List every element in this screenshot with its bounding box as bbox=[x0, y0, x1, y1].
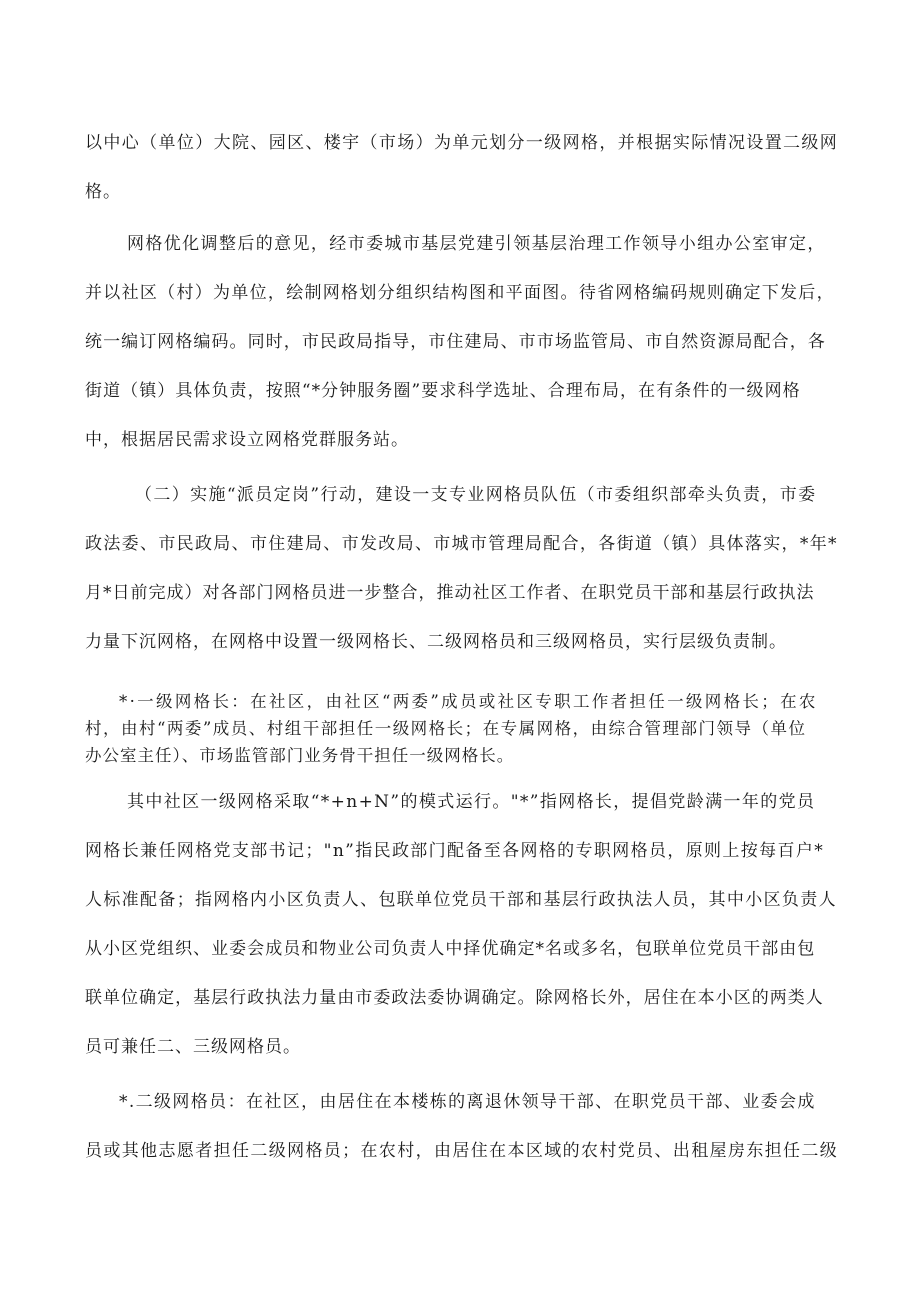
text-line: 人标准配备；指网格内小区负责人、包联单位党员干部和基层行政执法人员，其中小区负责人 bbox=[85, 890, 837, 910]
text-line: *.二级网格员：在社区，由居住在本楼栋的离退休领导干部、在职党员干部、业委会成 bbox=[119, 1092, 816, 1112]
paragraph-grid-optimization bbox=[85, 220, 835, 465]
text-line: 格。 bbox=[85, 182, 121, 202]
text-line: 其中社区一级网格采取“*+n+N”的模式运行。"*”指网格长，提倡党龄满一年的党员 bbox=[127, 792, 816, 812]
text-line: 月*日前完成）对各部门网格员进一步整合，推动社区工作者、在职党员干部和基层行政执法 bbox=[85, 583, 815, 603]
text-line: 办公室主任）、市场监管部门业务骨干担任一级网格长。 bbox=[85, 746, 515, 765]
text-line: 街道（镇）具体负责，按照“*分钟服务圈”要求科学选址、合理布局，在有条件的一级网格 bbox=[85, 381, 801, 401]
text-line: （二）实施“派员定岗”行动，建设一支专业网格员队伍（市委组织部牵头负责，市委 bbox=[135, 485, 817, 505]
text-line: 政法委、市民政局、市住建局、市发改局、市城市管理局配合，各街道（镇）具体落实，*年* bbox=[85, 534, 838, 554]
text-line: 并以社区（村）为单位，绘制网格划分组织结构图和平面图。待省网格编码规则确定下发后， bbox=[85, 283, 835, 303]
text-line: 网格长兼任网格党支部书记；"n”指民政部门配备至各网格的专职网格员，原则上按每百户* bbox=[85, 841, 825, 861]
text-line: 力量下沉网格，在网格中设置一级网格长、二级网格员和三级网格员，实行层级负责制。 bbox=[85, 632, 787, 652]
paragraph-grid-units bbox=[85, 119, 838, 217]
paragraph-section-two bbox=[85, 471, 838, 667]
text-line: 员可兼任二、三级网格员。 bbox=[85, 1037, 301, 1057]
text-line: *·一级网格长：在社区，由社区“两委”成员或社区专职工作者担任一级网格长；在农 bbox=[119, 692, 818, 711]
text-line: 从小区党组织、业委会成员和物业公司负责人中择优确定*名或多名，包联单位党员干部由包 bbox=[85, 939, 816, 959]
text-line: 员或其他志愿者担任二级网格员；在农村，由居住在本区域的农村党员、出租屋房东担任二级 bbox=[85, 1141, 839, 1161]
text-line: 联单位确定，基层行政执法力量由市委政法委协调确定。除网格长外，居住在本小区的两类人 bbox=[85, 988, 824, 1008]
paragraph-level-one-leader bbox=[85, 688, 818, 769]
paragraph-level-two-member bbox=[85, 1078, 838, 1176]
text-line: 以中心（单位）大院、园区、楼宇（市场）为单元划分一级网格，并根据实际情况设置二级网 bbox=[85, 133, 839, 153]
text-line: 村，由村“两委”成员、村组干部担任一级网格长；在专属网格，由综合管理部门领导（单位 bbox=[85, 719, 807, 738]
text-line: 中，根据居民需求设立网格党群服务站。 bbox=[85, 430, 409, 450]
text-line: 统一编订网格编码。同时，市民政局指导，市住建局、市市场监管局、市自然资源局配合，各 bbox=[85, 332, 826, 352]
text-line: 网格优化调整后的意见，经市委城市基层党建引领基层治理工作领导小组办公室审定， bbox=[127, 234, 826, 254]
paragraph-community-mode bbox=[85, 778, 837, 1072]
